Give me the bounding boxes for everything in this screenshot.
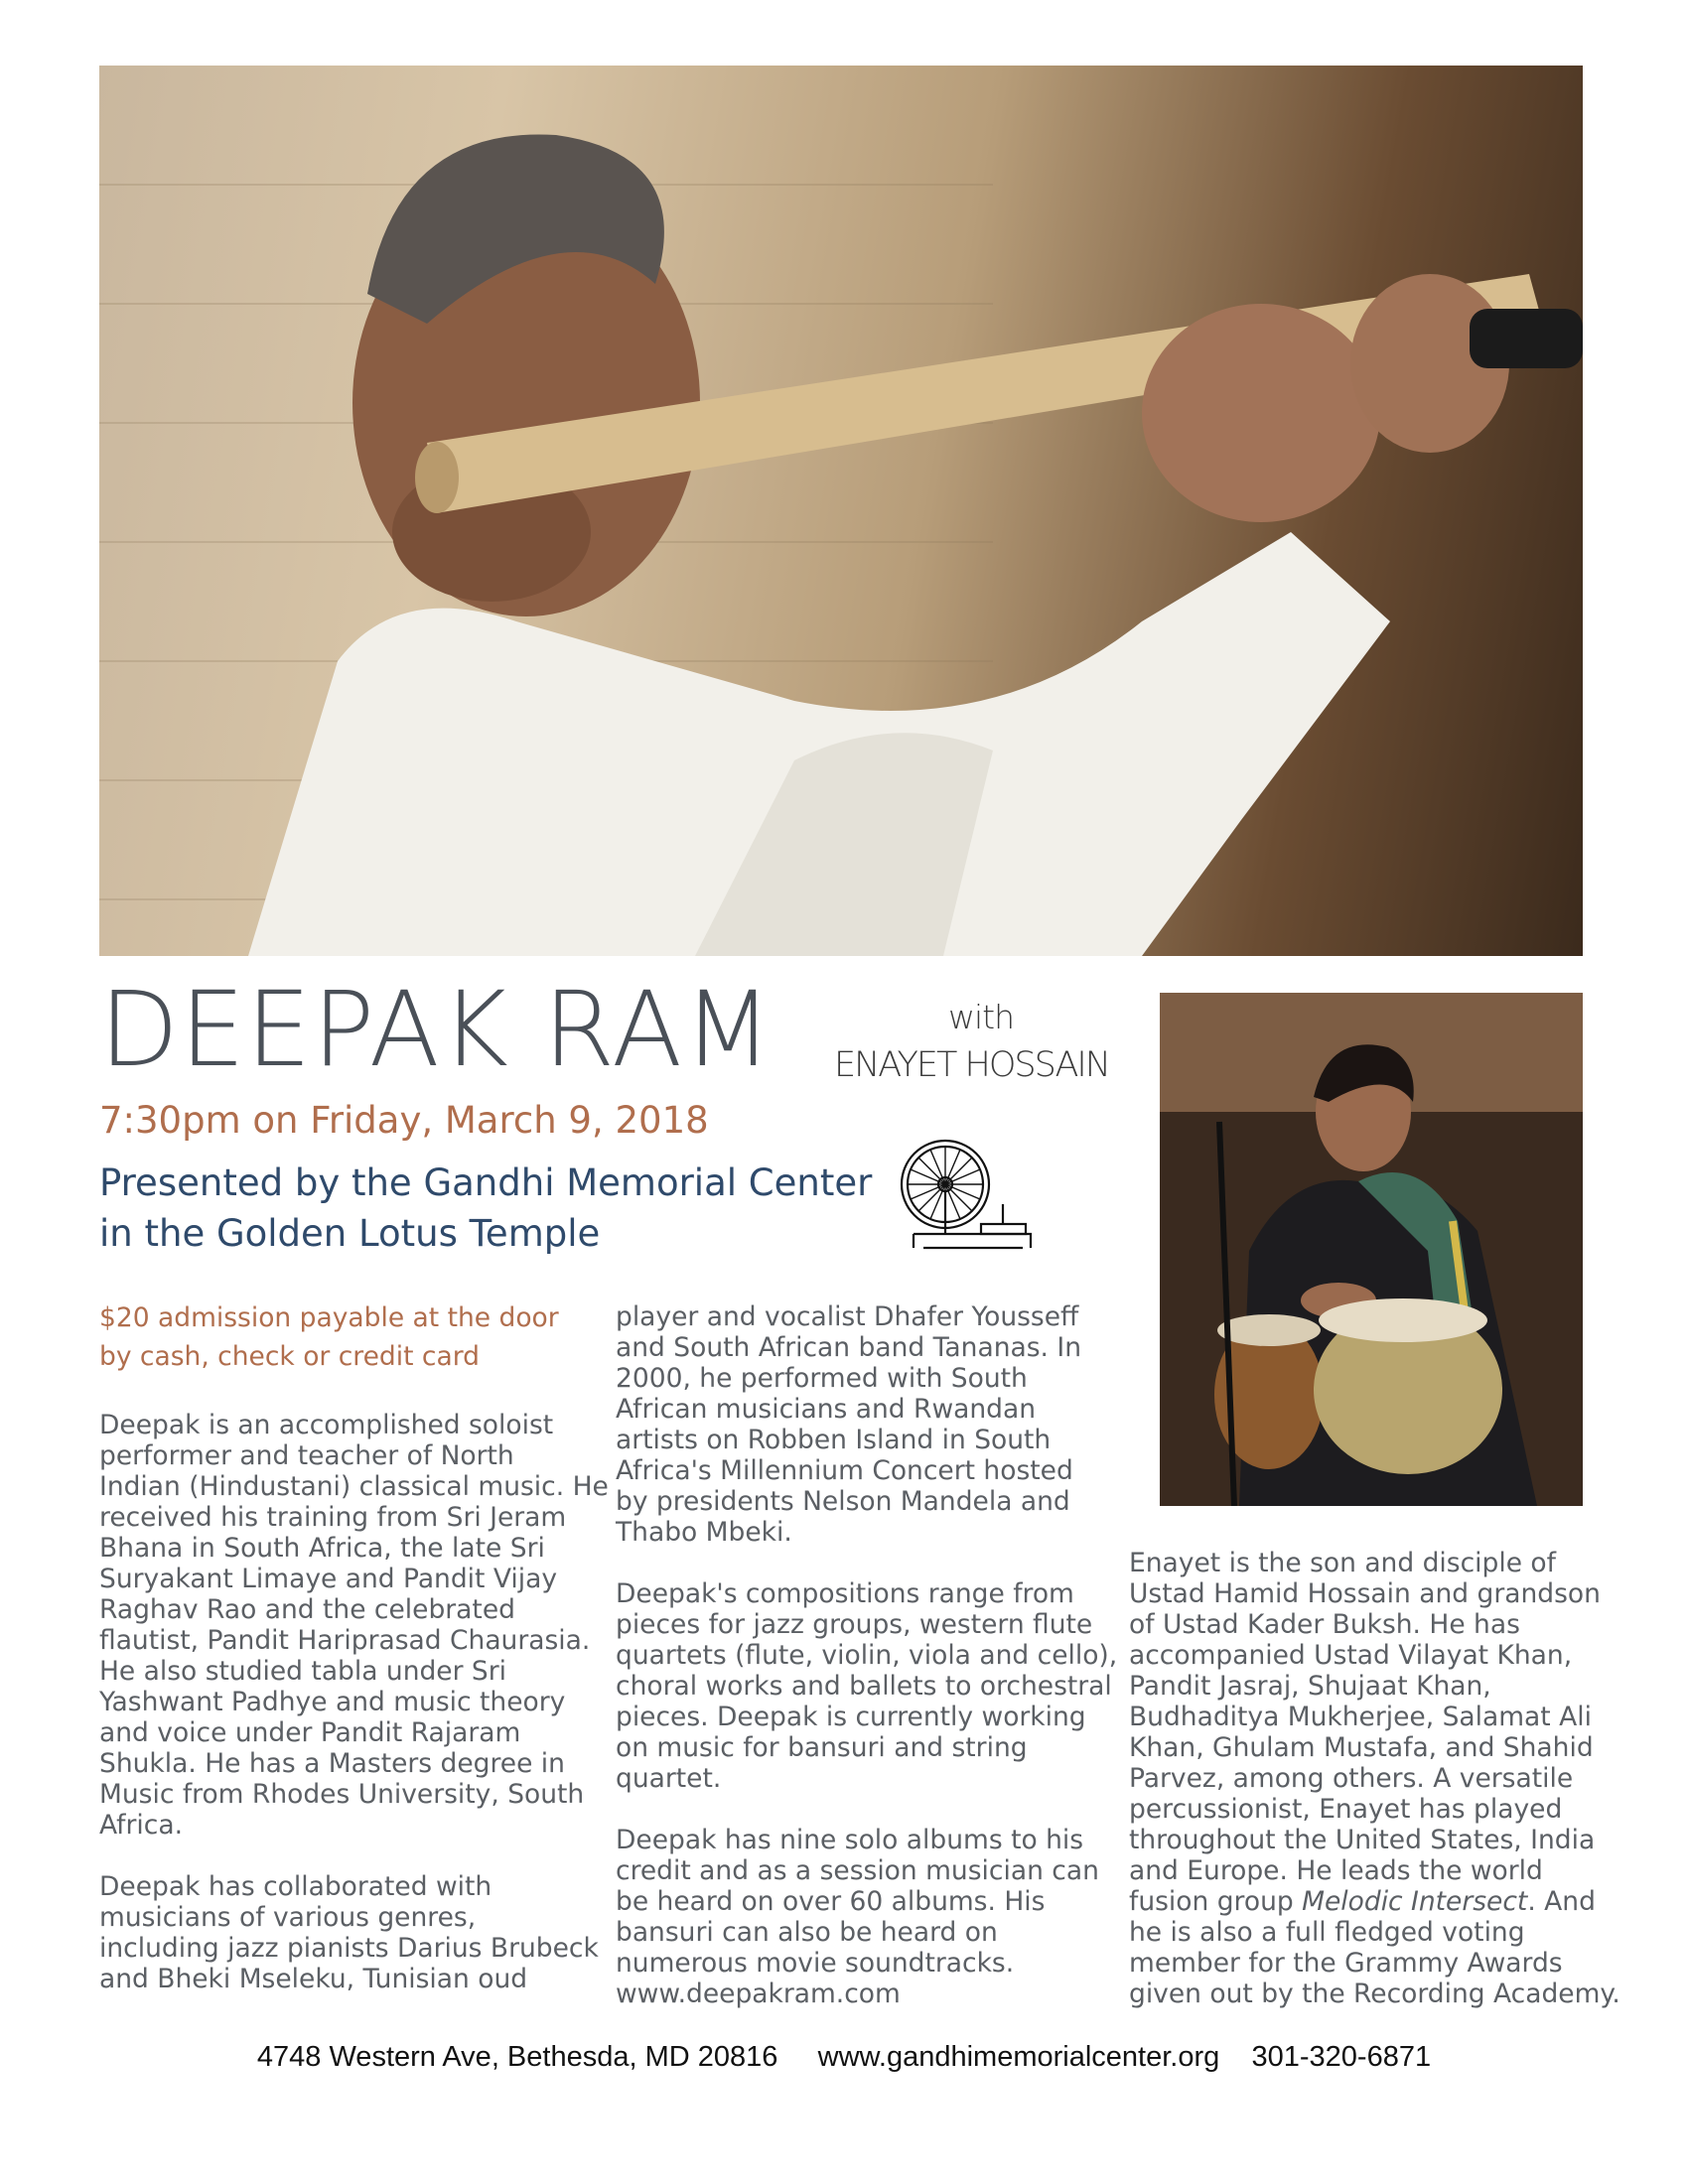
text-line: by presidents Nelson Mandela and bbox=[616, 1486, 1070, 1517]
text-line: performer and teacher of North bbox=[99, 1440, 514, 1471]
group-name: Melodic Intersect bbox=[1302, 1886, 1528, 1917]
text-segment: . And bbox=[1527, 1886, 1596, 1917]
text-line: and Bheki Mseleku, Tunisian oud bbox=[99, 1964, 528, 1994]
presenter-line: in the Golden Lotus Temple bbox=[99, 1212, 601, 1255]
bio-paragraph bbox=[616, 1825, 1099, 2009]
hero-photo bbox=[99, 66, 1583, 956]
text-line: percussionist, Enayet has played bbox=[1129, 1794, 1563, 1825]
guest-performer-name: ENAYET HOSSAIN bbox=[834, 1045, 1109, 1085]
bio-paragraph bbox=[99, 1410, 616, 1841]
text-line: musicians of various genres, bbox=[99, 1902, 477, 1933]
text-line: African musicians and Rwandan bbox=[616, 1394, 1037, 1425]
text-line: numerous movie soundtracks. bbox=[616, 1948, 1015, 1979]
text-segment: fusion group bbox=[1129, 1886, 1303, 1917]
text-line: Deepak has collaborated with bbox=[99, 1871, 492, 1902]
tabla-player-photo bbox=[1160, 993, 1583, 1506]
text-line: Raghav Rao and the celebrated bbox=[99, 1594, 515, 1625]
text-line: given out by the Recording Academy. bbox=[1129, 1979, 1620, 2009]
text-line: Music from Rhodes University, South bbox=[99, 1779, 585, 1810]
presenter-line: Presented by the Gandhi Memorial Center bbox=[99, 1161, 873, 1204]
text-line: member for the Grammy Awards bbox=[1129, 1948, 1563, 1979]
text-line: on music for bansuri and string bbox=[616, 1732, 1028, 1763]
text-line: quartets (flute, violin, viola and cello), bbox=[616, 1640, 1118, 1671]
text-line: Yashwant Padhye and music theory bbox=[99, 1687, 566, 1717]
bio-column-2 bbox=[616, 1301, 1118, 2040]
text-line: Indian (Hindustani) classical music. He bbox=[99, 1471, 609, 1502]
bio-column-3 bbox=[1129, 1548, 1620, 2040]
text-line: flautist, Pandit Hariprasad Chaurasia. bbox=[99, 1625, 591, 1656]
text-line: Parvez, among others. A versatile bbox=[1129, 1763, 1574, 1794]
text-line: throughout the United States, India bbox=[1129, 1825, 1596, 1855]
event-date-time: 7:30pm on Friday, March 9, 2018 bbox=[99, 1099, 709, 1142]
text-line bbox=[1129, 1886, 1606, 1917]
text-line: credit and as a session musician can bbox=[616, 1855, 1099, 1886]
text-line: and voice under Pandit Rajaram bbox=[99, 1717, 521, 1748]
flute-player-illustration bbox=[99, 66, 1583, 956]
text-line: pieces. Deepak is currently working bbox=[616, 1702, 1086, 1732]
text-line: player and vocalist Dhafer Yousseff bbox=[616, 1301, 1079, 1332]
text-line: choral works and ballets to orchestral bbox=[616, 1671, 1112, 1702]
text-line: and South African band Tananas. In bbox=[616, 1332, 1081, 1363]
admission-line: by cash, check or credit card bbox=[99, 1341, 480, 1372]
bio-column-1 bbox=[99, 1410, 616, 2025]
with-label: with bbox=[948, 998, 1015, 1036]
text-line: Africa's Millennium Concert hosted bbox=[616, 1455, 1073, 1486]
text-line: artists on Robben Island in South bbox=[616, 1425, 1052, 1455]
text-line: be heard on over 60 albums. His bbox=[616, 1886, 1046, 1917]
text-line: pieces for jazz groups, western flute bbox=[616, 1609, 1093, 1640]
footer-contact-info: 4748 Western Ave, Bethesda, MD 20816 www.gandhimemorialcenter.org 301-320-6871 bbox=[256, 2041, 1432, 2073]
text-line: quartet. bbox=[616, 1763, 722, 1794]
text-line: Suryakant Limaye and Pandit Vijay bbox=[99, 1564, 558, 1594]
bio-paragraph bbox=[1129, 1548, 1620, 2009]
text-line: bansuri can also be heard on bbox=[616, 1917, 998, 1948]
tabla-player-illustration bbox=[1160, 993, 1583, 1506]
text-line: Thabo Mbeki. bbox=[616, 1517, 792, 1548]
text-line: of Ustad Kader Buksh. He has bbox=[1129, 1609, 1520, 1640]
performer-name-title: DEEPAK RAM bbox=[99, 969, 774, 1090]
text-line: and Europe. He leads the world bbox=[1129, 1855, 1543, 1886]
text-line: Deepak has nine solo albums to his bbox=[616, 1825, 1084, 1855]
text-line: including jazz pianists Darius Brubeck bbox=[99, 1933, 599, 1964]
text-line: accompanied Ustad Vilayat Khan, bbox=[1129, 1640, 1573, 1671]
bio-paragraph bbox=[616, 1301, 1087, 1548]
text-line: 2000, he performed with South bbox=[616, 1363, 1028, 1394]
text-line: Pandit Jasraj, Shujaat Khan, bbox=[1129, 1671, 1491, 1702]
admission-line: $20 admission payable at the door bbox=[99, 1302, 559, 1333]
text-line: Khan, Ghulam Mustafa, and Shahid bbox=[1129, 1732, 1594, 1763]
text-line: he is also a full fledged voting bbox=[1129, 1917, 1525, 1948]
text-line: Bhana in South Africa, the late Sri bbox=[99, 1533, 545, 1564]
text-line: He also studied tabla under Sri bbox=[99, 1656, 507, 1687]
text-line: received his training from Sri Jeram bbox=[99, 1502, 567, 1533]
text-line: Ustad Hamid Hossain and grandson bbox=[1129, 1578, 1601, 1609]
text-line: Deepak's compositions range from bbox=[616, 1578, 1074, 1609]
admission-info bbox=[99, 1298, 655, 1376]
bio-paragraph bbox=[616, 1578, 1118, 1794]
charkha-logo-icon bbox=[894, 1135, 1033, 1251]
text-line: Africa. bbox=[99, 1810, 184, 1841]
text-line: Shukla. He has a Masters degree in bbox=[99, 1748, 565, 1779]
text-line: Enayet is the son and disciple of bbox=[1129, 1548, 1556, 1578]
presenter-text bbox=[99, 1158, 872, 1259]
text-line: Budhaditya Mukherjee, Salamat Ali bbox=[1129, 1702, 1592, 1732]
bio-paragraph bbox=[99, 1871, 616, 1994]
website-text: www.deepakram.com bbox=[616, 1979, 901, 2009]
text-line: Deepak is an accomplished soloist bbox=[99, 1410, 554, 1440]
